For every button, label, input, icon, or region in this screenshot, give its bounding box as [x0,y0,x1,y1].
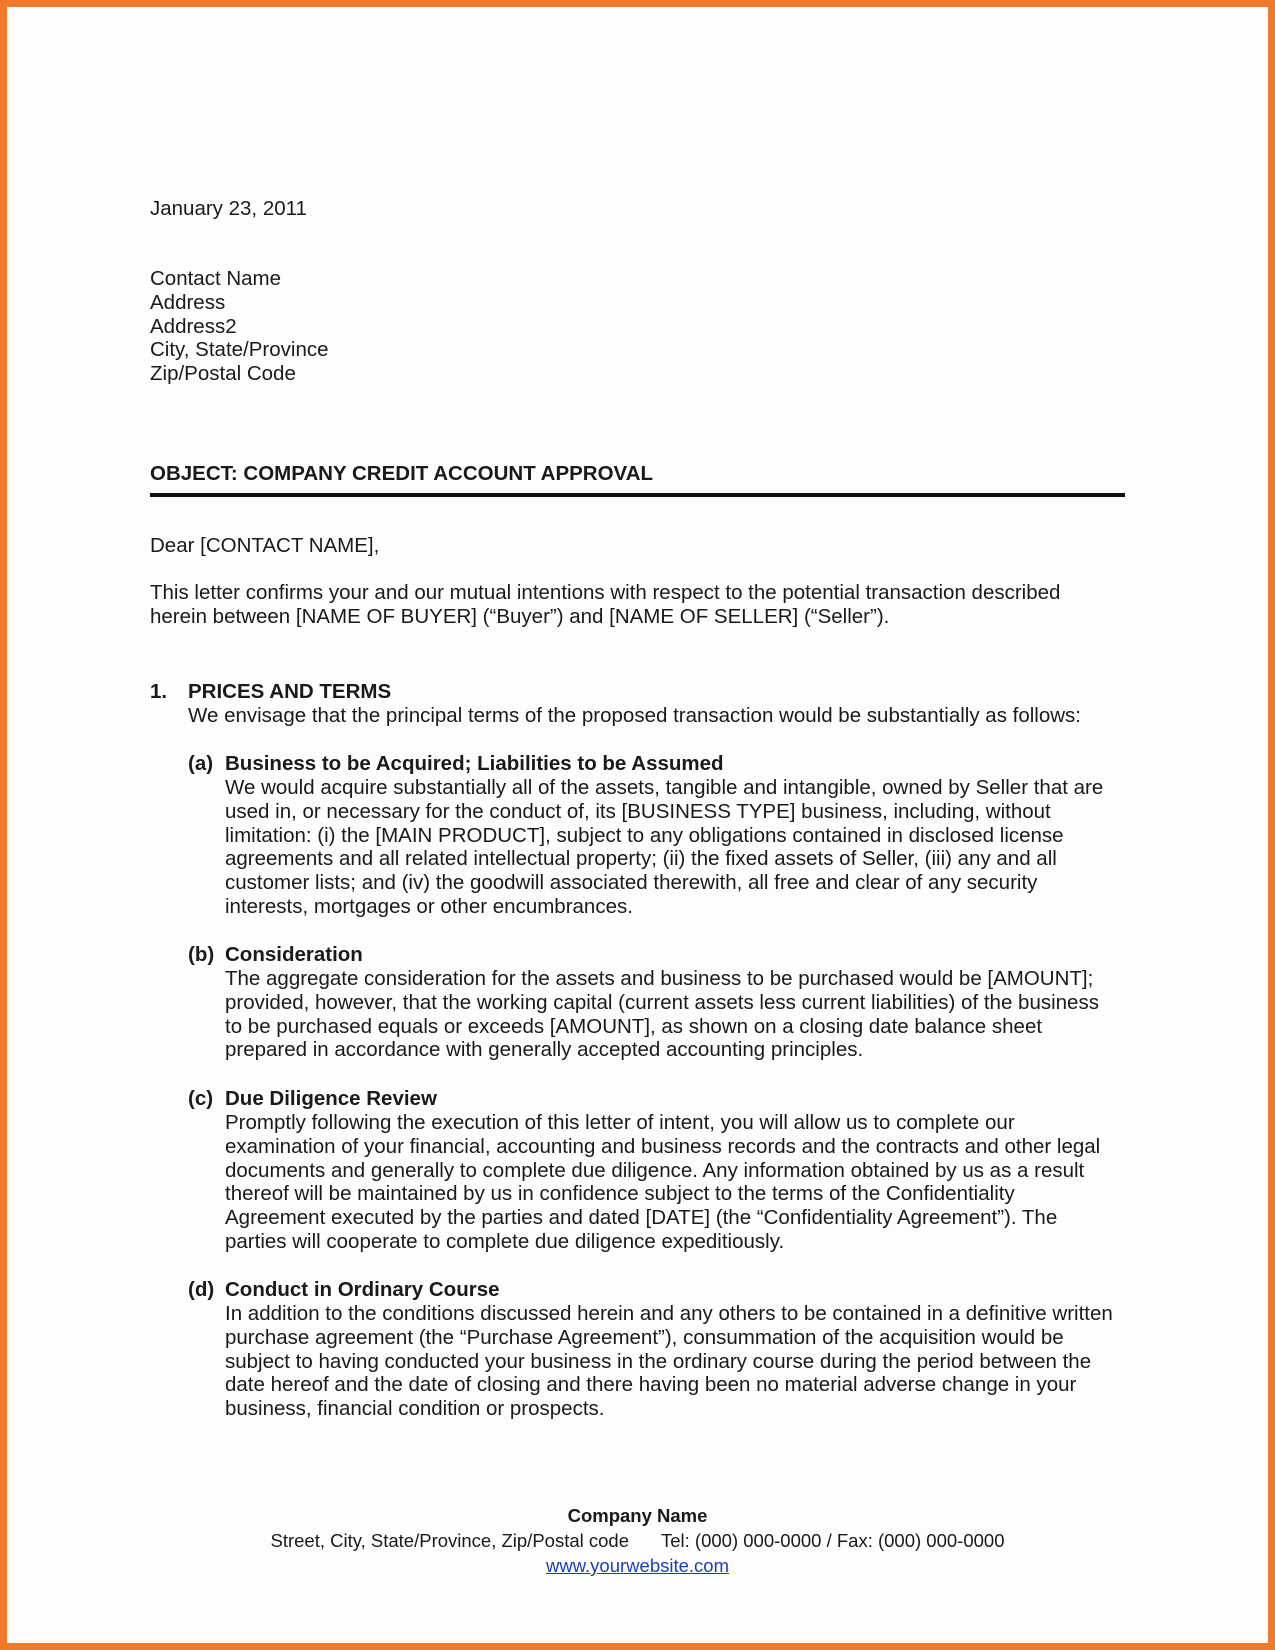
recipient-city-state: City, State/Province [150,338,329,362]
intro-line: herein between [NAME OF BUYER] (“Buyer”) and [NAME OF SELLER] (“Seller”). [150,604,890,628]
item-line: prepared in accordance with generally accepted accounting principles. [225,1038,864,1062]
item-line: date hereof and the date of closing and there having been no material adverse change in your [225,1373,1077,1397]
item-letter: (d) [188,1278,215,1301]
item-line: examination of your financial, accounting and business records and the contracts and other legal [225,1134,1101,1158]
section-title: PRICES AND TERMS [188,680,392,703]
item-line: to be purchased equals or exceeds [AMOUNT], as shown on a closing date balance sheet [225,1014,1043,1038]
item-line: purchase agreement (the “Purchase Agreement”), consummation of the acquisition would be [225,1325,1064,1349]
letter-date: January 23, 2011 [150,197,307,220]
salutation: Dear [CONTACT NAME], [150,534,380,557]
item-title: Due Diligence Review [225,1087,437,1110]
item-line: The aggregate consideration for the assets and business to be purchased would be [AMOUNT]; [225,967,1094,990]
item-letter: (b) [188,943,215,966]
item-line: Promptly following the execution of this letter of intent, you will allow us to complete our [225,1111,1015,1134]
item-body [225,776,1103,919]
intro-line: This letter confirms your and our mutual intentions with respect to the potential transaction described [150,581,1061,604]
recipient-postal-code: Zip/Postal Code [150,362,296,386]
item-line: Agreement executed by the parties and dated [DATE] (the “Confidentiality Agreement”). The [225,1206,1058,1230]
item-line: documents and generally to complete due diligence. Any information obtained by us as a result [225,1158,1085,1182]
item-title: Consideration [225,943,363,966]
recipient-address-line1: Address [150,290,226,314]
footer-company-name: Company Name [567,1505,708,1526]
footer-website [0,1555,1275,1577]
object-heading: OBJECT: COMPANY CREDIT ACCOUNT APPROVAL [150,462,654,485]
heading-rule [150,493,1125,497]
item-line: thereof will be maintained by us in confidence subject to the terms of the Confidentiality [225,1182,1015,1206]
item-line: customer lists; and (iv) the goodwill associated therewith, all free and clear of any security [225,871,1038,895]
footer-address [0,1530,1275,1552]
item-line: subject to having conducted your business in the ordinary course during the period between the [225,1349,1092,1373]
item-body [225,1302,1113,1421]
website-link[interactable]: www.yourwebsite.com [545,1555,729,1576]
item-letter: (a) [188,752,214,775]
item-line: business, financial condition or prospects. [225,1397,605,1421]
item-line: agreements and all related intellectual property; (ii) the fixed assets of Seller, (iii) any and all [225,847,1057,871]
item-line: In addition to the conditions discussed herein and any others to be contained in a definitive written [225,1302,1113,1325]
item-line: limitation: (i) the [MAIN PRODUCT], subject to any obligations contained in disclosed license [225,823,1064,847]
section-number: 1. [150,680,168,703]
item-line: interests, mortgages or other encumbrances. [225,894,633,918]
footer-phone-fax: Tel: (000) 000-0000 / Fax: (000) 000-0000 [661,1530,1005,1551]
footer-street: Street, City, State/Province, Zip/Postal code [270,1530,629,1551]
item-body [225,1111,1100,1254]
section-intro: We envisage that the principal terms of the proposed transaction would be substantially as follows: [188,704,1082,727]
item-line: We would acquire substantially all of the assets, tangible and intangible, owned by Seller that are [225,776,1104,799]
item-line: used in, or necessary for the conduct of, its [BUSINESS TYPE] business, including, without [225,799,1051,823]
item-body [225,967,1099,1062]
item-line: parties will cooperate to complete due diligence expeditiously. [225,1229,785,1253]
intro-paragraph [150,581,1060,629]
item-letter: (c) [188,1087,214,1110]
item-line: provided, however, that the working capital (current assets less current liabilities) of the business [225,990,1099,1014]
item-title: Conduct in Ordinary Course [225,1278,500,1301]
item-title: Business to be Acquired; Liabilities to be Assumed [225,752,724,775]
recipient-address [150,267,329,386]
recipient-contact-name: Contact Name [150,267,282,290]
recipient-address-line2: Address2 [150,314,237,338]
